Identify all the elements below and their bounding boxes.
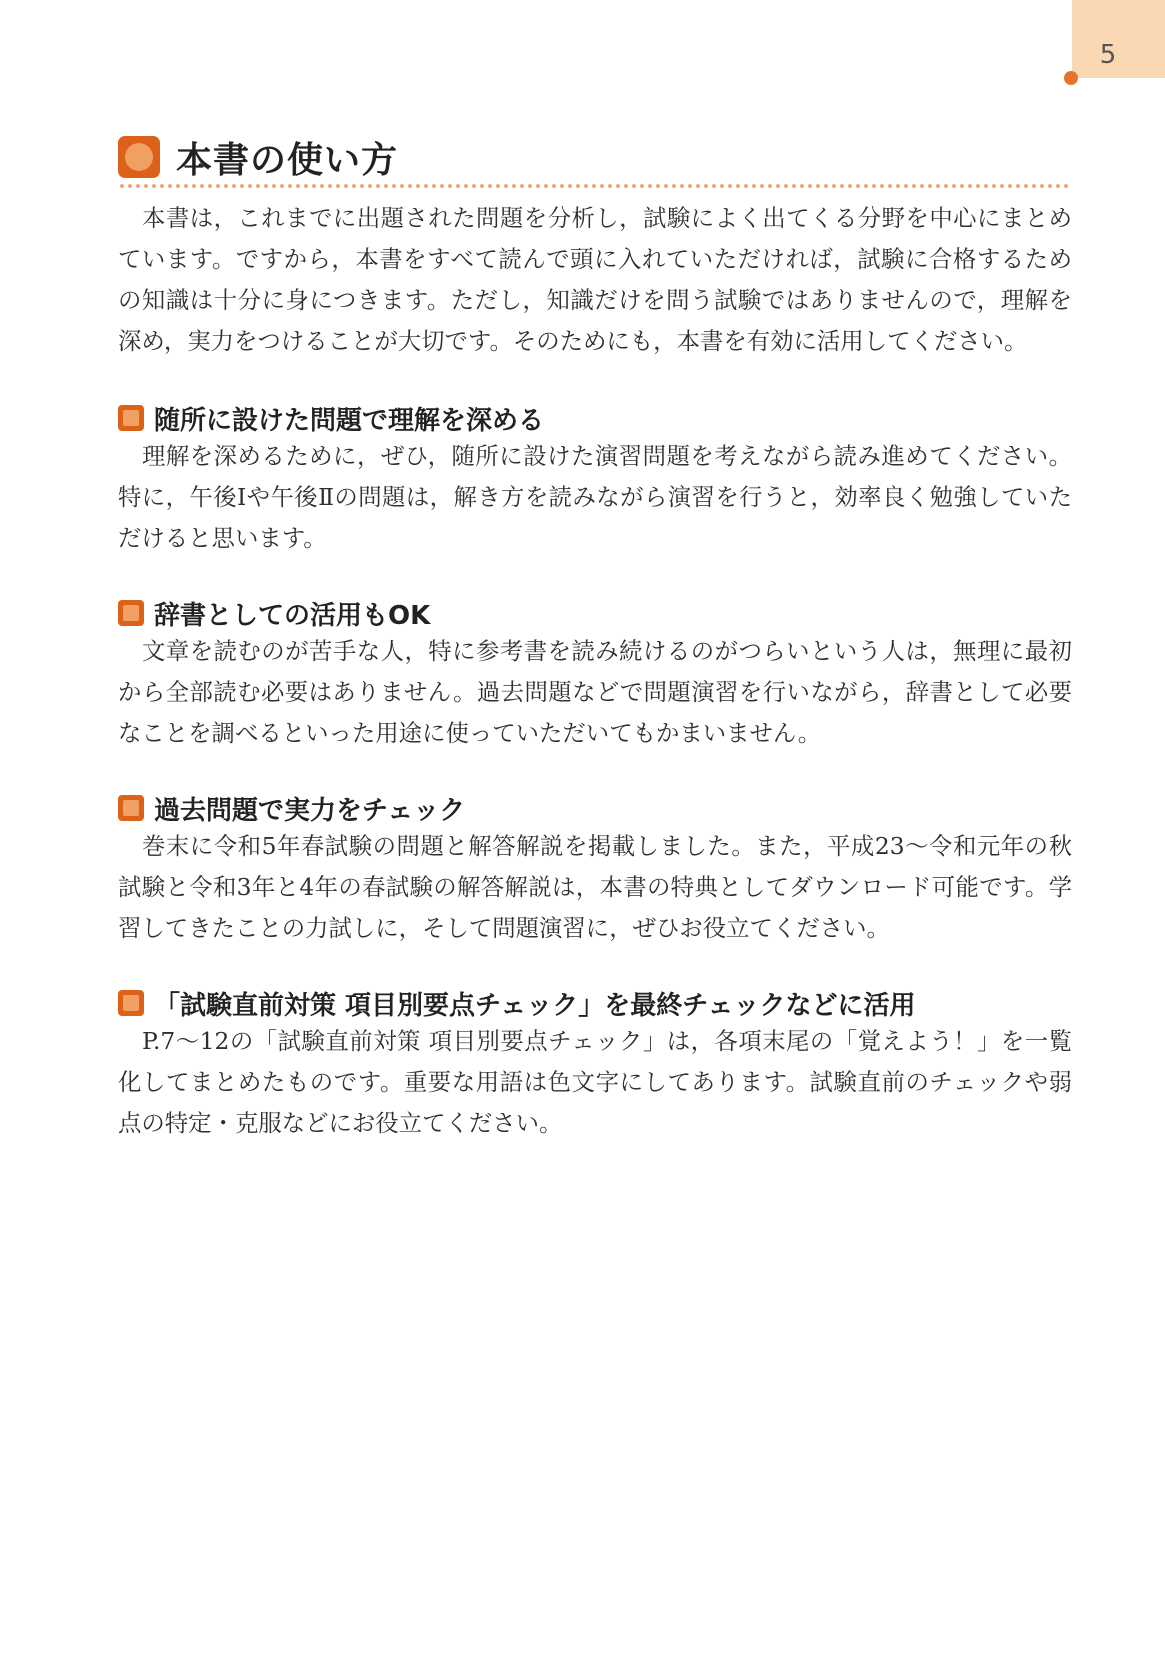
- title-divider: [118, 183, 1072, 189]
- page-title: [118, 133, 398, 181]
- section-marker-icon: [118, 990, 144, 1016]
- section-body: 巻末に令和5年春試験の問題と解答解説を掲載しました。また，平成23～令和元年の秋試験と令和3年と4年の春試験の解答解説は，本書の特典としてダウンロード可能です。学習してきたことの力試しに，そして問題演習に，ぜひお役立てください。: [118, 832, 1072, 942]
- section-body: P.7～12の「試験直前対策 項目別要点チェック」は，各項末尾の「覚えよう！」を一覧化してまとめたものです。重要な用語は色文字にしてあります。試験直前のチェックや弱点の特定・克服などにお役立てください。: [118, 1027, 1072, 1137]
- page-number: 5: [1099, 40, 1117, 70]
- section-title: 過去問題で実力をチェック: [154, 795, 466, 826]
- intro-paragraph: 本書は，これまでに出題された問題を分析し，試験によく出てくる分野を中心にまとめています。ですから，本書をすべて読んで頭に入れていただければ，試験に合格するための知識は十分に身につきます。ただし，知識だけを問う試験ではありませんので，理解を深め，実力をつけることが大切です。そのためにも，本書を有効に活用してください。: [118, 204, 1072, 355]
- section-marker-icon: [118, 405, 144, 431]
- page-tab-dot: [1064, 71, 1078, 85]
- section-marker-icon: [118, 600, 144, 626]
- section-heading-practice: [118, 401, 544, 435]
- section-heading-final-check: [118, 986, 916, 1020]
- section-body: 理解を深めるために，ぜひ，随所に設けた演習問題を考えながら読み進めてください。特に，午後Ⅰや午後Ⅱの問題は，解き方を読みながら演習を行うと，効率良く勉強していただけると思います。: [118, 442, 1072, 552]
- section-title: 辞書としての活用もOK: [154, 600, 431, 631]
- section-heading-dictionary: [118, 596, 430, 630]
- section-title: 「試験直前対策 項目別要点チェック」を最終チェックなどに活用: [154, 990, 916, 1021]
- section-title: 随所に設けた問題で理解を深める: [154, 405, 545, 436]
- section-marker-icon: [118, 795, 144, 821]
- section-body: 文章を読むのが苦手な人，特に参考書を読み続けるのがつらいという人は，無理に最初から全部読む必要はありません。過去問題などで問題演習を行いながら，辞書として必要なことを調べるといった用途に使っていただいてもかまいません。: [118, 637, 1072, 747]
- page-title-text: 本書の使い方: [176, 139, 399, 181]
- section-heading-past-exams: [118, 791, 465, 825]
- title-marker-icon: [118, 136, 160, 178]
